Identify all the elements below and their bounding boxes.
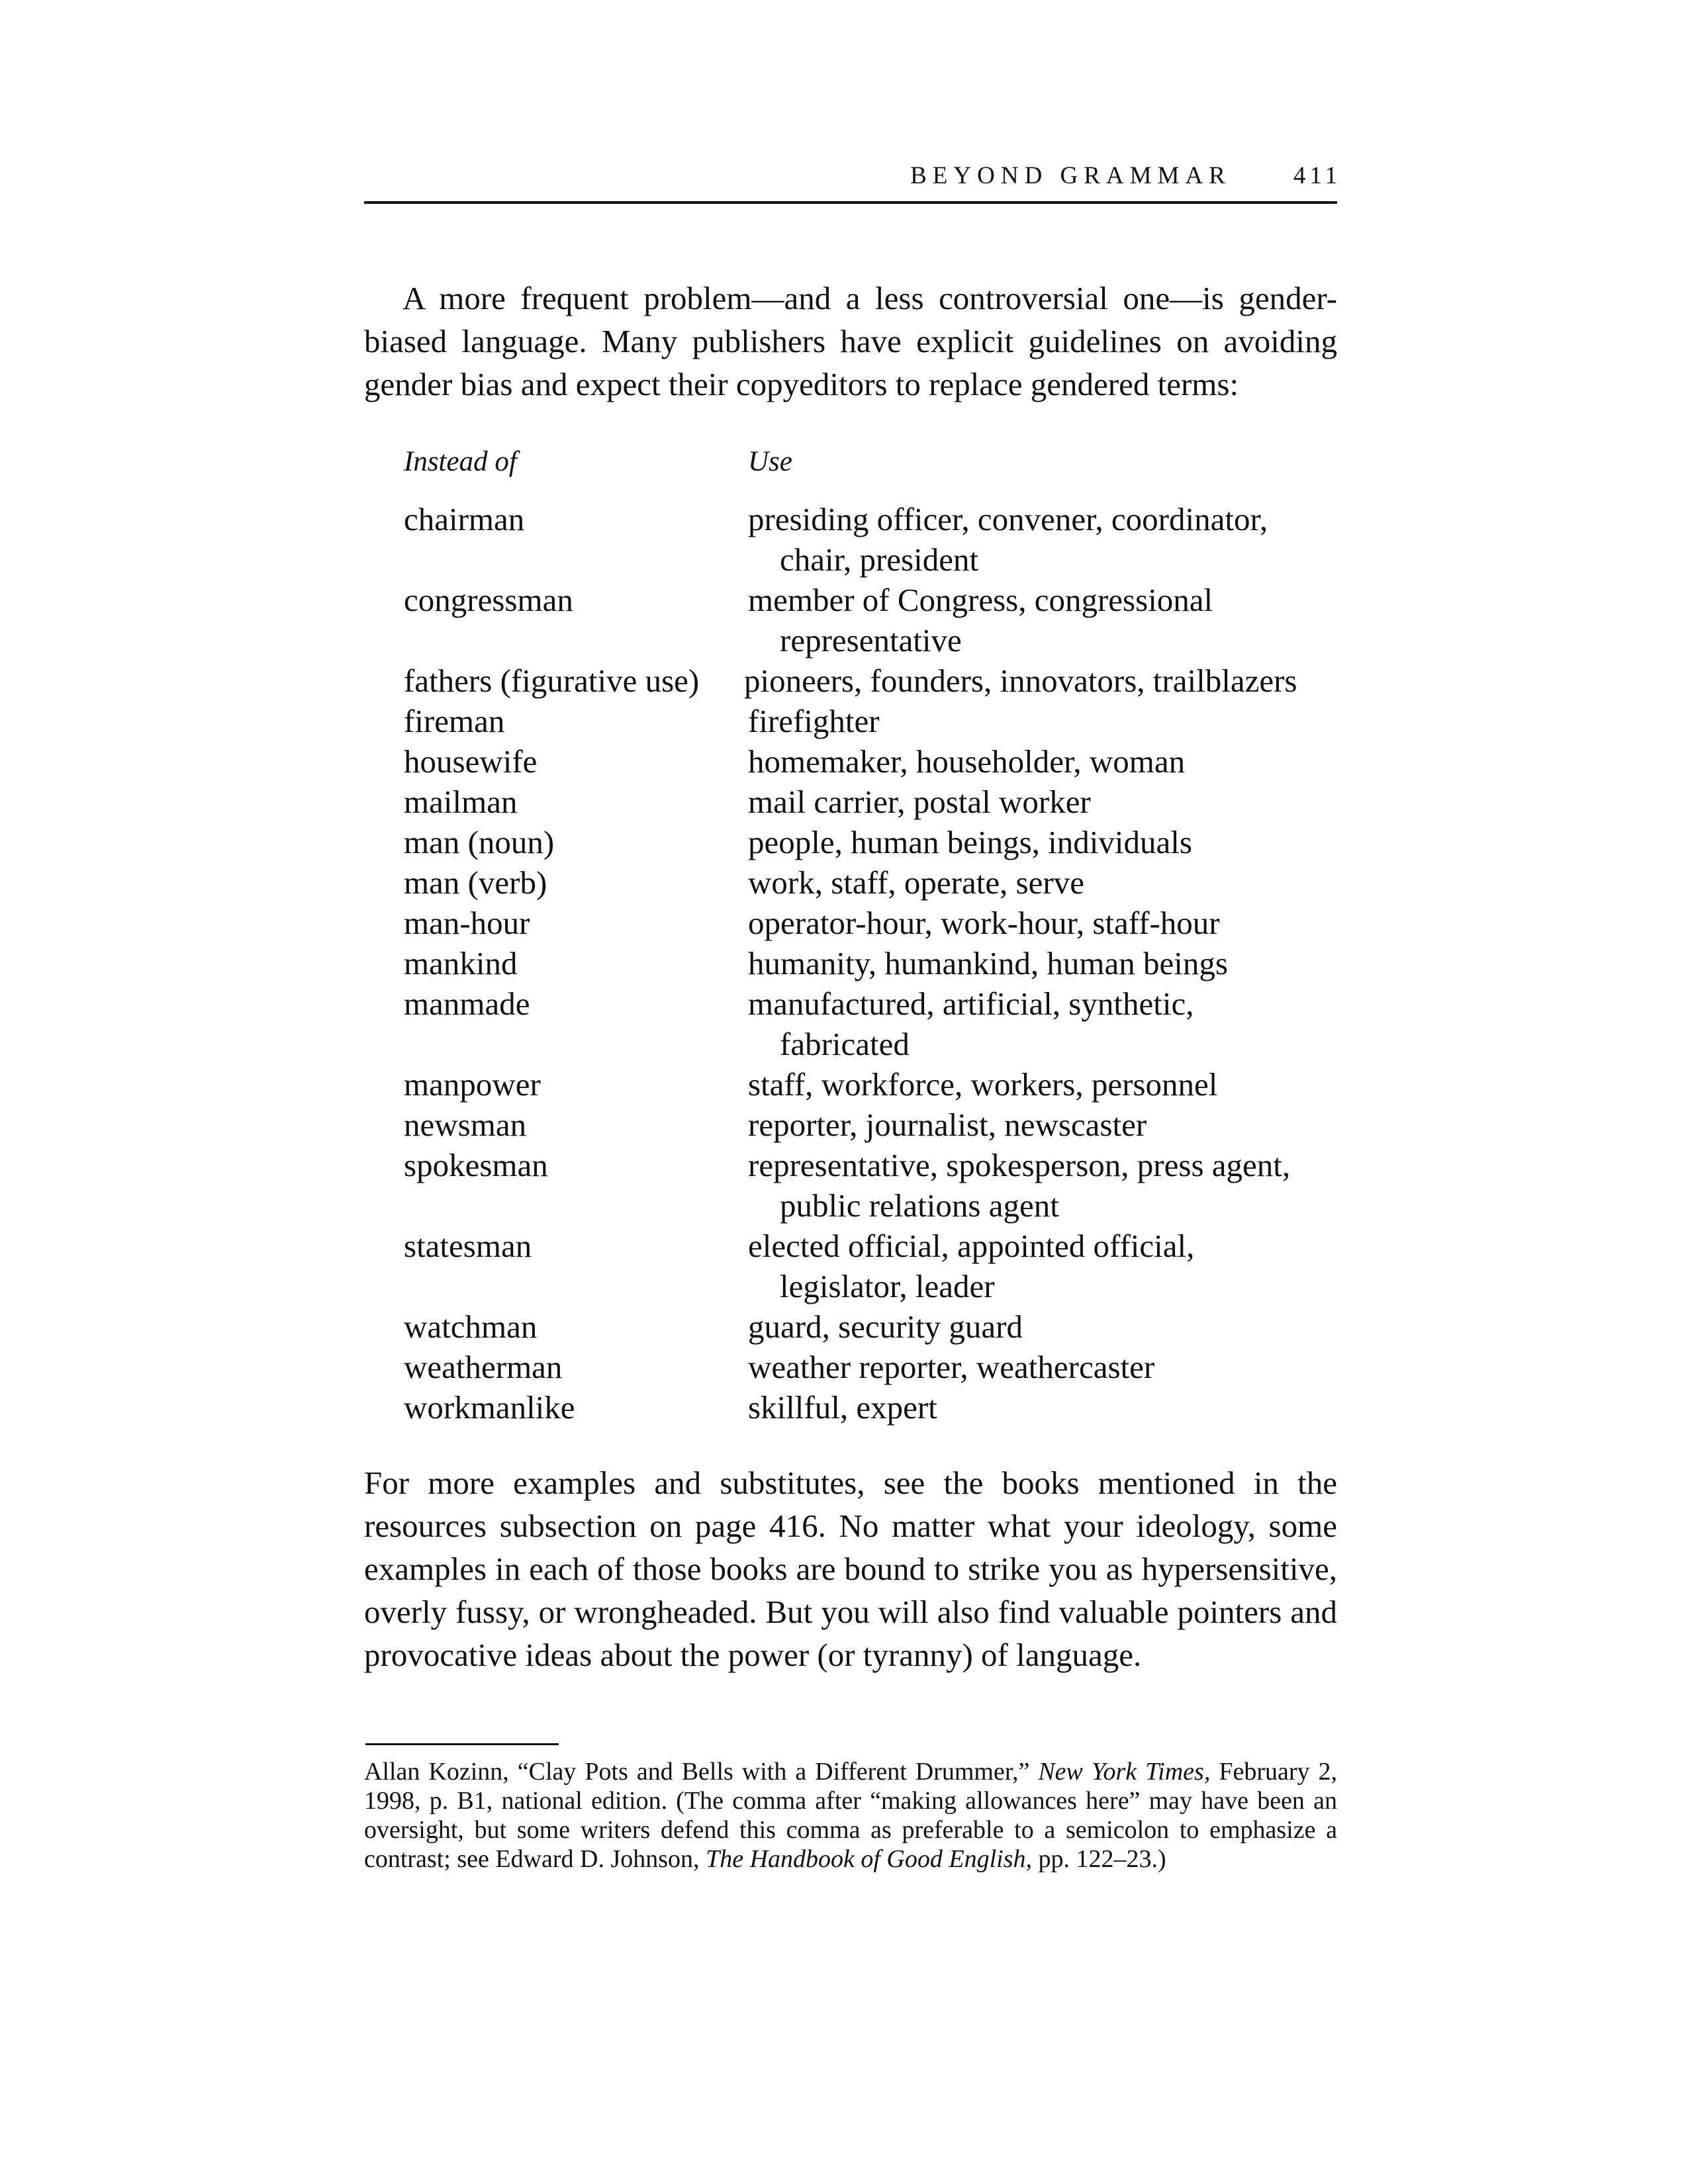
- term-cell: weatherman: [404, 1349, 563, 1385]
- outro-paragraph: For more examples and substitutes, see the books mentioned in the resources subsection on page 416. No matter what your ideology, some examples in each of those books are bound to strike you as hypersensitive, overly fussy, or wrongheaded. But you will also find valuable pointers and provocative ideas about the power (or tyranny) of language.: [364, 1465, 1337, 1673]
- table-row: [404, 701, 1331, 741]
- use-text: presiding officer, convener, coordinator,: [748, 501, 1268, 537]
- term-cell: watchman: [404, 1308, 538, 1345]
- table-row: [404, 660, 1331, 701]
- use-cell: [748, 1064, 1331, 1105]
- use-text: mail carrier, postal worker: [748, 784, 1091, 820]
- use-text: guard, security guard: [748, 1308, 1023, 1345]
- header-use: Use: [748, 446, 792, 477]
- use-cell: [748, 1347, 1331, 1387]
- table-header: [404, 442, 1331, 482]
- term-cell: man (noun): [404, 824, 555, 860]
- term-cell: manpower: [404, 1066, 541, 1103]
- term-cell: man (verb): [404, 864, 547, 901]
- term-cell: congressman: [404, 582, 573, 618]
- use-text: humanity, humankind, human beings: [748, 945, 1228, 981]
- use-cell: [748, 701, 1331, 741]
- term-cell: mailman: [404, 784, 518, 820]
- running-head: [364, 156, 1341, 196]
- use-cell: [744, 660, 1331, 701]
- use-cell: [748, 943, 1331, 983]
- footnote: [364, 1757, 1337, 1874]
- table-row: [404, 822, 1331, 862]
- footnote-text-3: pp. 122–23.): [1032, 1845, 1166, 1873]
- term-cell: workmanlike: [404, 1389, 575, 1426]
- table-row: [404, 782, 1331, 822]
- page-number: 411: [1293, 162, 1341, 189]
- use-text-continuation: public relations agent: [780, 1187, 1059, 1224]
- term-cell: mankind: [404, 945, 518, 981]
- table-row: [404, 580, 1331, 660]
- header-rule: [364, 201, 1337, 204]
- table-row: [404, 1306, 1331, 1347]
- use-cell: [748, 862, 1331, 903]
- use-cell: [748, 499, 1331, 580]
- use-text: elected official, appointed official,: [748, 1228, 1195, 1264]
- footnote-text-1: Allan Kozinn, “Clay Pots and Bells with a Different Drummer,”: [364, 1758, 1039, 1786]
- table-row: [404, 741, 1331, 782]
- use-cell: [748, 903, 1331, 943]
- use-cell: [748, 1145, 1331, 1226]
- footnote-italic-publication: New York Times,: [1038, 1758, 1211, 1786]
- use-cell: [748, 782, 1331, 822]
- use-text-continuation: representative: [780, 622, 962, 659]
- substitution-table: [404, 442, 1331, 1428]
- use-cell: [748, 741, 1331, 782]
- use-text: firefighter: [748, 703, 880, 739]
- use-text: weather reporter, weathercaster: [748, 1349, 1155, 1385]
- footnote-rule: [365, 1743, 559, 1745]
- running-head-title: BEYOND GRAMMAR: [910, 162, 1231, 189]
- table-row: [404, 903, 1331, 943]
- table-body: [404, 499, 1331, 1428]
- term-cell: manmade: [404, 985, 530, 1022]
- footnote-text-2: February 2, 1998, p. B1, national edition. (The comma after “making allowances here” may have been an oversight, but some writers defend this comma as preferable to a semicolon to emphasize a contrast; see Edward D. Johnson,: [364, 1758, 1337, 1873]
- table-row: [404, 983, 1331, 1064]
- table-row: [404, 862, 1331, 903]
- intro-paragraph: A more frequent problem—and a less controversial one—is gender-biased language. Many publishers have explicit guidelines on avoiding gender bias and expect their copyeditors to replace gendered terms:: [364, 280, 1337, 402]
- use-cell: [748, 822, 1331, 862]
- use-text: skillful, expert: [748, 1389, 937, 1426]
- use-text: people, human beings, individuals: [748, 824, 1192, 860]
- use-text: manufactured, artificial, synthetic,: [748, 985, 1194, 1022]
- use-text: staff, workforce, workers, personnel: [748, 1066, 1218, 1103]
- use-text: pioneers, founders, innovators, trailblazers: [744, 662, 1297, 699]
- term-cell: chairman: [404, 501, 525, 537]
- use-text: homemaker, householder, woman: [748, 743, 1186, 780]
- table-row: [404, 499, 1331, 580]
- use-cell: [748, 983, 1331, 1064]
- header-instead-of: Instead of: [404, 446, 517, 477]
- term-cell: fathers (figurative use): [404, 662, 700, 699]
- use-text: reporter, journalist, newscaster: [748, 1107, 1147, 1143]
- use-cell: [748, 1105, 1331, 1145]
- table-row: [404, 1105, 1331, 1145]
- use-text: member of Congress, congressional: [748, 582, 1213, 618]
- table-row: [404, 943, 1331, 983]
- use-text-continuation: chair, president: [780, 541, 979, 578]
- use-cell: [748, 580, 1331, 660]
- term-cell: housewife: [404, 743, 538, 780]
- term-cell: man-hour: [404, 905, 530, 941]
- use-text-continuation: legislator, leader: [780, 1268, 995, 1304]
- table-row: [404, 1347, 1331, 1387]
- footnote-italic-book-title: The Handbook of Good English,: [706, 1845, 1032, 1873]
- table-row: [404, 1145, 1331, 1226]
- table-row: [404, 1387, 1331, 1428]
- term-cell: statesman: [404, 1228, 532, 1264]
- use-cell: [748, 1387, 1331, 1428]
- use-text-continuation: fabricated: [780, 1026, 910, 1062]
- use-text: representative, spokesperson, press agent,: [748, 1147, 1291, 1183]
- use-cell: [748, 1226, 1331, 1306]
- term-cell: spokesman: [404, 1147, 548, 1183]
- use-cell: [748, 1306, 1331, 1347]
- use-text: work, staff, operate, serve: [748, 864, 1084, 901]
- term-cell: fireman: [404, 703, 505, 739]
- use-text: operator-hour, work-hour, staff-hour: [748, 905, 1220, 941]
- table-row: [404, 1064, 1331, 1105]
- table-row: [404, 1226, 1331, 1306]
- term-cell: newsman: [404, 1107, 527, 1143]
